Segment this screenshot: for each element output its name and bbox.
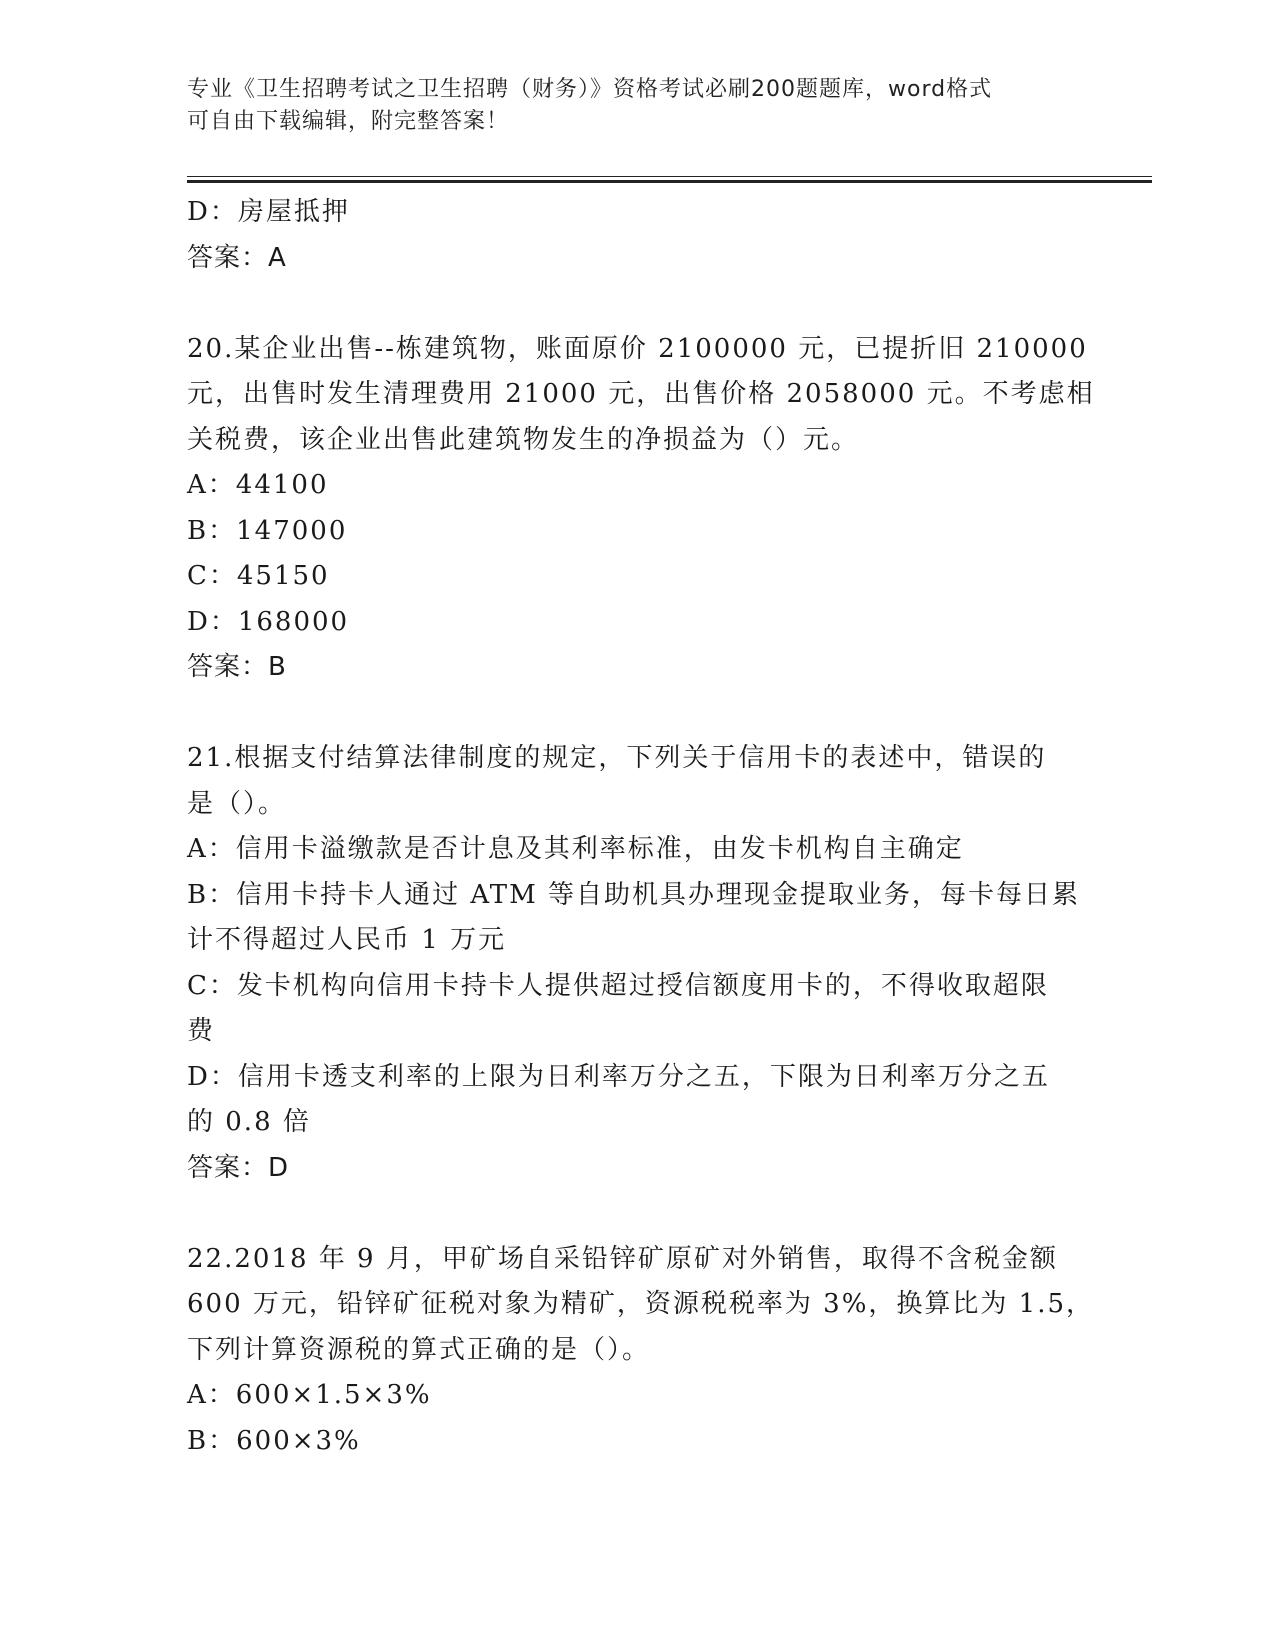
header-divider-thick xyxy=(187,180,1152,183)
question-stem: 22.2018 年 9 月，甲矿场自采铅锌矿原矿对外销售，取得不含税金额 xyxy=(187,1243,1058,1274)
spacer xyxy=(187,281,1077,327)
option-d: D：168000 xyxy=(187,606,350,637)
question-stem: 元，出售时发生清理费用 21000 元，出售价格 2058000 元。不考虑相 xyxy=(187,379,1095,409)
option-c-continued: 费 xyxy=(187,1016,216,1046)
option-d: D：信用卡透支利率的上限为日利率万分之五，下限为日利率万分之五 xyxy=(187,1061,1050,1092)
question-stem: 是（）。 xyxy=(187,788,287,819)
question-21 xyxy=(187,736,1080,1191)
question-20 xyxy=(187,327,1095,691)
question-stem: 20.某企业出售--栋建筑物，账面原价 2100000 元，已提折旧 210000 xyxy=(187,333,1088,364)
option-a: A：44100 xyxy=(187,470,329,500)
header-line-2: 可自由下载编辑，附完整答案！ xyxy=(187,109,510,134)
option-d: D：房屋抵押 xyxy=(187,197,350,227)
question-stem: 关税费，该企业出售此建筑物发生的净损益为（）元。 xyxy=(187,424,860,455)
option-a: A：600×1.5×3% xyxy=(187,1380,432,1410)
option-c: C：45150 xyxy=(187,561,330,591)
option-b-continued: 计不得超过人民币 1 万元 xyxy=(187,925,507,955)
spacer xyxy=(187,1191,1077,1237)
option-d-continued: 的 0.8 倍 xyxy=(187,1107,311,1137)
question-19 xyxy=(187,190,1077,281)
answer-label: 答案：D xyxy=(187,1152,290,1183)
answer-label: 答案：A xyxy=(187,242,287,273)
option-b: B：600×3% xyxy=(187,1425,361,1456)
header-divider-thin xyxy=(187,176,1152,177)
answer-label: 答案：B xyxy=(187,652,287,682)
question-stem: 21.根据支付结算法律制度的规定，下列关于信用卡的表述中，错误的 xyxy=(187,743,1047,773)
option-b: B：信用卡持卡人通过 ATM 等自助机具办理现金提取业务，每卡每日累 xyxy=(187,879,1080,910)
option-b: B：147000 xyxy=(187,515,348,546)
question-list xyxy=(187,190,1095,1464)
option-c: C：发卡机构向信用卡持卡人提供超过授信额度用卡的，不得收取超限 xyxy=(187,970,1049,1001)
question-22 xyxy=(187,1237,1095,1465)
spacer xyxy=(187,691,1077,737)
page-header xyxy=(187,74,1067,138)
header-line-1: 专业《卫生招聘考试之卫生招聘（财务）》资格考试必刷200题题库，word格式 xyxy=(187,77,993,102)
question-stem: 600 万元，铅锌矿征税对象为精矿，资源税税率为 3%，换算比为 1.5， xyxy=(187,1289,1095,1319)
option-a: A：信用卡溢缴款是否计息及其利率标准，由发卡机构自主确定 xyxy=(187,834,964,864)
question-stem: 下列计算资源税的算式正确的是（）。 xyxy=(187,1334,651,1365)
